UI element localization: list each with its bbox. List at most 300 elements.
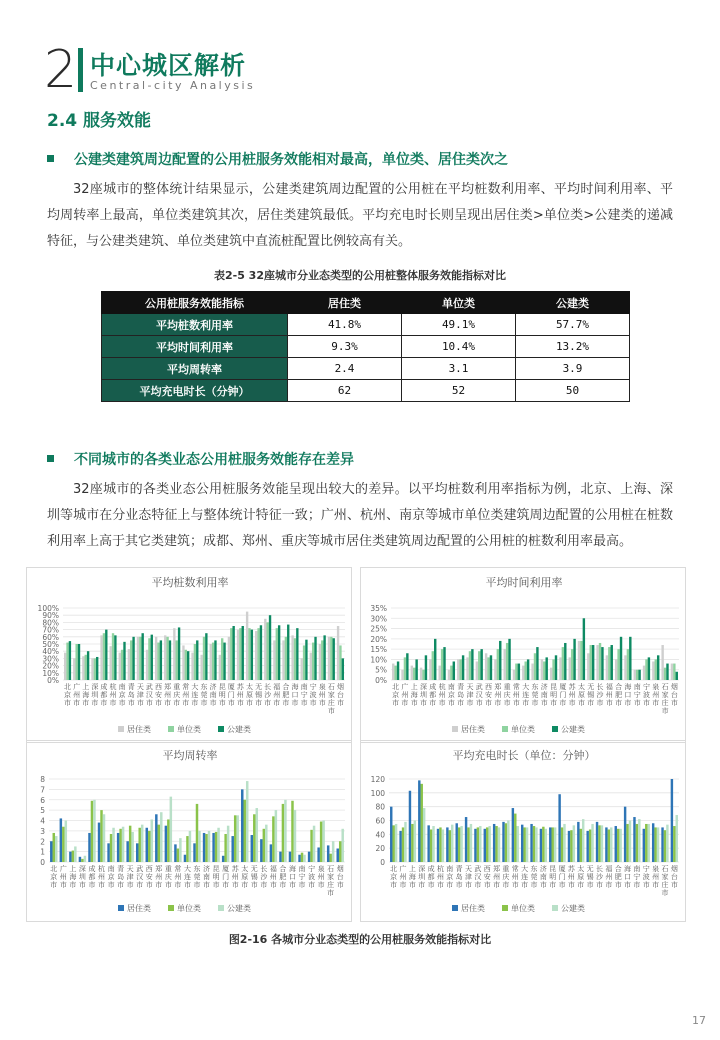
x-tick-char: 安 bbox=[483, 873, 491, 881]
bar bbox=[333, 638, 335, 680]
bar bbox=[203, 637, 205, 680]
x-tick-char: 莞 bbox=[530, 873, 538, 881]
x-tick-char: 武 bbox=[474, 865, 482, 873]
x-tick-char: 津 bbox=[466, 691, 474, 699]
bar bbox=[542, 827, 544, 862]
x-tick-label bbox=[466, 683, 473, 707]
x-tick-label bbox=[446, 864, 453, 889]
y-tick-label: 60% bbox=[42, 632, 59, 642]
bar bbox=[291, 635, 293, 680]
x-tick-char: 市 bbox=[50, 881, 58, 889]
bar bbox=[615, 826, 617, 862]
bar bbox=[166, 637, 168, 680]
x-tick-char: 市 bbox=[69, 881, 77, 889]
x-tick-char: 市 bbox=[401, 699, 409, 707]
bar bbox=[598, 825, 600, 862]
y-tick-label: 80% bbox=[42, 618, 59, 628]
table-cell: 49.1% bbox=[402, 314, 516, 336]
x-tick-char: 州 bbox=[652, 873, 660, 881]
x-tick-char: 常 bbox=[511, 865, 519, 873]
x-tick-label bbox=[232, 864, 240, 889]
x-tick-char: 广 bbox=[59, 865, 67, 873]
x-tick-char: 北 bbox=[64, 683, 72, 691]
x-tick-char: 天 bbox=[136, 683, 144, 691]
x-tick-char: 明 bbox=[550, 691, 558, 699]
x-tick-char: 安 bbox=[145, 873, 153, 881]
x-tick-label bbox=[522, 682, 529, 707]
x-tick-char: 市 bbox=[485, 699, 493, 707]
x-tick-char: 泉 bbox=[652, 683, 660, 691]
x-tick-char: 长 bbox=[595, 865, 603, 873]
y-tick-label: 120 bbox=[370, 775, 385, 784]
x-tick-char: 市 bbox=[59, 881, 67, 889]
bar bbox=[530, 824, 532, 862]
x-tick-char: 都 bbox=[427, 873, 435, 881]
x-tick-char: 市 bbox=[605, 881, 613, 889]
x-tick-char: 沙 bbox=[260, 873, 268, 881]
row-label: 平均周转率 bbox=[102, 358, 288, 380]
bar bbox=[148, 638, 150, 680]
x-tick-char: 成 bbox=[427, 865, 435, 873]
x-tick-char: 市 bbox=[336, 699, 344, 707]
bar bbox=[141, 825, 143, 862]
x-tick-char: 都 bbox=[100, 691, 108, 699]
x-tick-char: 庄 bbox=[661, 699, 669, 707]
x-tick-char: 重 bbox=[173, 683, 181, 691]
bar bbox=[498, 827, 500, 862]
bullet-heading-1 bbox=[47, 149, 508, 169]
chart-svg bbox=[27, 568, 353, 744]
bar bbox=[554, 827, 556, 862]
bar bbox=[411, 824, 413, 862]
bar bbox=[256, 808, 258, 862]
x-tick-char: 福 bbox=[605, 683, 613, 691]
x-tick-char: 宁 bbox=[300, 691, 308, 699]
x-tick-char: 南 bbox=[298, 865, 306, 873]
bar bbox=[497, 649, 499, 680]
table-row bbox=[102, 314, 630, 336]
x-tick-char: 市 bbox=[298, 881, 306, 889]
bar bbox=[308, 852, 310, 862]
table-header-cell: 单位类 bbox=[402, 292, 516, 314]
bar bbox=[74, 846, 76, 862]
x-tick-char: 郑 bbox=[494, 683, 502, 691]
x-tick-char: 天 bbox=[466, 683, 474, 691]
bar bbox=[599, 643, 601, 680]
bar bbox=[196, 804, 198, 862]
x-tick-char: 宁 bbox=[633, 691, 641, 699]
x-tick-char: 市 bbox=[633, 881, 641, 889]
x-tick-char: 津 bbox=[465, 873, 473, 881]
x-tick-char: 市 bbox=[222, 881, 230, 889]
x-tick-char: 市 bbox=[291, 699, 299, 707]
bar bbox=[158, 825, 160, 862]
bar bbox=[459, 659, 461, 680]
x-tick-char: 市 bbox=[559, 699, 567, 707]
bar bbox=[605, 827, 607, 862]
x-tick-char: 州 bbox=[494, 691, 502, 699]
x-tick-label bbox=[606, 683, 613, 707]
y-tick-label: 20% bbox=[370, 634, 387, 644]
bar bbox=[96, 657, 98, 680]
bar bbox=[619, 829, 621, 862]
x-tick-label bbox=[246, 682, 253, 707]
x-tick-char: 武 bbox=[136, 865, 144, 873]
bar bbox=[397, 661, 399, 680]
x-tick-label bbox=[624, 864, 631, 889]
bar bbox=[119, 653, 121, 680]
x-tick-char: 市 bbox=[457, 699, 465, 707]
section-title: 2.4 服务效能 bbox=[47, 111, 152, 131]
x-tick-char: 上 bbox=[410, 683, 418, 691]
x-tick-char: 州 bbox=[182, 691, 190, 699]
x-tick-char: 南 bbox=[118, 683, 126, 691]
x-tick-label bbox=[137, 683, 144, 707]
x-tick-char: 市 bbox=[118, 699, 126, 707]
x-tick-char: 安 bbox=[155, 691, 163, 699]
y-tick-label: 0% bbox=[47, 676, 59, 685]
x-tick-char: 门 bbox=[222, 873, 230, 881]
bar bbox=[178, 627, 180, 680]
bar bbox=[187, 651, 189, 680]
bar bbox=[294, 638, 296, 680]
bar bbox=[91, 658, 93, 680]
x-tick-char: 肥 bbox=[614, 873, 622, 881]
bar bbox=[114, 635, 116, 680]
x-tick-char: 昆 bbox=[549, 865, 557, 873]
bar bbox=[84, 856, 86, 862]
x-tick-char: 市 bbox=[126, 881, 134, 889]
bar bbox=[50, 841, 52, 862]
x-tick-label bbox=[299, 864, 306, 889]
bar bbox=[655, 659, 657, 680]
x-tick-char: 市 bbox=[308, 881, 316, 889]
x-tick-label bbox=[456, 864, 463, 889]
x-tick-char: 市 bbox=[98, 881, 106, 889]
x-tick-char: 口 bbox=[291, 691, 299, 699]
x-tick-char: 成 bbox=[429, 683, 437, 691]
chapter-number: 2 bbox=[44, 40, 78, 100]
x-tick-char: 市 bbox=[109, 699, 117, 707]
x-tick-char: 深 bbox=[418, 865, 426, 873]
x-tick-char: 青 bbox=[127, 683, 135, 691]
bar bbox=[404, 657, 406, 680]
x-tick-char: 州 bbox=[605, 873, 613, 881]
bar bbox=[100, 810, 102, 862]
bar bbox=[394, 666, 396, 680]
x-tick-char: 津 bbox=[136, 691, 144, 699]
bar bbox=[540, 829, 542, 862]
bar bbox=[282, 640, 284, 680]
bar bbox=[200, 655, 202, 680]
y-tick-label: 35% bbox=[370, 604, 387, 613]
bar bbox=[479, 826, 481, 862]
x-tick-char: 合 bbox=[614, 865, 622, 873]
x-tick-char: 南 bbox=[540, 691, 548, 699]
x-tick-label bbox=[439, 682, 446, 707]
x-tick-char: 郑 bbox=[493, 865, 501, 873]
bar bbox=[160, 640, 162, 680]
x-tick-char: 西 bbox=[145, 865, 153, 873]
x-tick-char: 连 bbox=[191, 691, 199, 699]
bar bbox=[664, 830, 666, 862]
row-label: 平均桩数利用率 bbox=[102, 314, 288, 336]
x-tick-char: 海 bbox=[410, 691, 418, 699]
bar bbox=[606, 655, 608, 680]
x-tick-char: 长 bbox=[260, 865, 268, 873]
x-tick-char: 宁 bbox=[298, 873, 306, 881]
bar bbox=[448, 670, 450, 680]
figure-caption: 图2-16 各城市分业态类型的公用桩服务效能指标对比 bbox=[228, 933, 492, 946]
x-tick-char: 昆 bbox=[218, 683, 226, 691]
table-caption: 表2-5 32座城市分业态类型的公用桩整体服务效能指标对比 bbox=[213, 269, 506, 282]
x-tick-label bbox=[429, 682, 436, 707]
bar bbox=[294, 810, 296, 862]
x-tick-char: 京 bbox=[447, 691, 455, 699]
bar bbox=[561, 827, 563, 862]
x-tick-char: 成 bbox=[88, 865, 96, 873]
bar bbox=[191, 653, 193, 680]
x-tick-char: 武 bbox=[145, 683, 153, 691]
x-tick-char: 州 bbox=[399, 873, 407, 881]
bullet-text-2: 不同城市的各类业态公用桩服务效能存在差异 bbox=[74, 452, 354, 468]
bar bbox=[215, 832, 217, 862]
bar bbox=[533, 826, 535, 862]
bar bbox=[429, 659, 431, 680]
x-tick-char: 岛 bbox=[127, 691, 135, 699]
bar bbox=[94, 658, 96, 680]
x-tick-char: 岛 bbox=[117, 873, 125, 881]
x-tick-char: 州 bbox=[231, 873, 239, 881]
x-tick-char: 莞 bbox=[193, 873, 201, 881]
x-tick-label bbox=[310, 682, 317, 707]
y-tick-label: 50% bbox=[42, 640, 59, 649]
bar bbox=[296, 628, 298, 680]
bar bbox=[514, 814, 516, 862]
bar bbox=[673, 664, 675, 680]
bar bbox=[236, 815, 238, 862]
x-tick-char: 莞 bbox=[531, 691, 539, 699]
bar bbox=[634, 670, 636, 680]
x-tick-char: 庆 bbox=[502, 873, 510, 881]
x-tick-char: 宁 bbox=[642, 683, 650, 691]
x-tick-char: 州 bbox=[512, 691, 520, 699]
x-tick-label bbox=[318, 864, 325, 889]
x-tick-char: 口 bbox=[288, 873, 296, 881]
bar bbox=[577, 822, 579, 862]
bar bbox=[512, 808, 514, 862]
bar bbox=[75, 644, 77, 680]
x-tick-char: 明 bbox=[212, 873, 220, 881]
table-row bbox=[102, 380, 630, 402]
x-tick-char: 安 bbox=[485, 691, 493, 699]
x-tick-char: 常 bbox=[174, 865, 182, 873]
x-tick-label bbox=[164, 682, 171, 707]
x-tick-char: 市 bbox=[136, 699, 144, 707]
x-tick-char: 波 bbox=[642, 873, 650, 881]
x-tick-char: 州 bbox=[438, 691, 446, 699]
paragraph-2: 32座城市的各类业态公用桩服务效能呈现出较大的差异。以平均桩数利用率指标为例，北京、上海、深圳等城市在分业态特征上与整体统计特征一致；广州、杭州、南京等城市单位类建筑周边配置的公用桩在桩数利用率上高于其它类建筑；成都、郑州、重庆等城市居住类建筑周边配置的公用桩的桩数利用率最高。 bbox=[47, 482, 673, 549]
x-tick-char: 上 bbox=[408, 865, 416, 873]
x-tick-char: 原 bbox=[245, 691, 253, 699]
x-tick-char: 市 bbox=[273, 699, 281, 707]
x-tick-char: 太 bbox=[241, 865, 249, 873]
table-header-cell: 公用桩服务效能指标 bbox=[102, 292, 288, 314]
bar bbox=[664, 668, 666, 680]
y-tick-label: 20% bbox=[42, 661, 59, 671]
chart-time-utilization bbox=[360, 567, 686, 743]
x-tick-label bbox=[301, 682, 308, 707]
bar bbox=[517, 826, 519, 862]
x-tick-char: 市 bbox=[203, 881, 211, 889]
x-tick-char: 南 bbox=[107, 865, 115, 873]
bar bbox=[399, 831, 401, 862]
x-tick-char: 大 bbox=[521, 865, 529, 873]
bar bbox=[123, 642, 125, 680]
bar bbox=[485, 653, 487, 680]
x-tick-char: 市 bbox=[260, 881, 268, 889]
bar bbox=[129, 826, 131, 862]
bar bbox=[323, 635, 325, 680]
legend-swatch bbox=[118, 905, 124, 911]
x-tick-char: 波 bbox=[308, 873, 316, 881]
x-tick-char: 市 bbox=[300, 699, 308, 707]
x-tick-char: 市 bbox=[586, 881, 594, 889]
x-tick-char: 市 bbox=[670, 881, 678, 889]
x-tick-char: 市 bbox=[474, 881, 482, 889]
bar bbox=[330, 637, 332, 680]
bar bbox=[490, 655, 492, 680]
x-tick-char: 市 bbox=[209, 699, 217, 707]
bar bbox=[608, 829, 610, 862]
bar bbox=[224, 834, 226, 862]
bar bbox=[130, 640, 132, 680]
x-tick-label bbox=[82, 682, 89, 707]
bar bbox=[176, 640, 178, 680]
x-tick-label bbox=[237, 682, 245, 707]
bar bbox=[413, 668, 415, 680]
bar bbox=[303, 855, 305, 862]
table-cell: 3.1 bbox=[402, 358, 516, 380]
bar bbox=[423, 808, 425, 862]
bar bbox=[624, 807, 626, 862]
x-tick-char: 市 bbox=[539, 881, 547, 889]
x-tick-char: 常 bbox=[512, 683, 520, 691]
legend-swatch bbox=[168, 726, 174, 732]
bar bbox=[504, 649, 506, 680]
bar bbox=[136, 843, 138, 862]
x-tick-char: 厦 bbox=[558, 865, 566, 873]
x-tick-label bbox=[420, 683, 427, 707]
bar bbox=[395, 824, 397, 862]
legend-swatch bbox=[552, 905, 558, 911]
x-tick-char: 市 bbox=[408, 881, 416, 889]
x-tick-char: 上 bbox=[69, 865, 77, 873]
legend-label: 居住类 bbox=[127, 904, 151, 913]
x-tick-label bbox=[127, 865, 134, 889]
bar bbox=[313, 826, 315, 862]
bar bbox=[285, 637, 287, 680]
bar bbox=[276, 628, 278, 680]
chart-title: 平均充电时长（单位：分钟） bbox=[452, 749, 596, 762]
x-tick-label bbox=[308, 864, 315, 889]
x-tick-char: 肥 bbox=[615, 691, 623, 699]
x-tick-char: 常 bbox=[182, 683, 190, 691]
x-tick-char: 市 bbox=[596, 699, 604, 707]
x-tick-char: 市 bbox=[390, 881, 398, 889]
x-tick-char: 市 bbox=[309, 699, 317, 707]
bar bbox=[173, 628, 175, 680]
bar bbox=[401, 670, 403, 680]
x-tick-label bbox=[73, 682, 80, 707]
x-tick-char: 昆 bbox=[212, 865, 220, 873]
x-tick-label bbox=[100, 682, 107, 707]
x-tick-char: 天 bbox=[465, 865, 473, 873]
x-tick-label bbox=[634, 682, 641, 707]
bar bbox=[608, 647, 610, 680]
x-tick-char: 郑 bbox=[164, 683, 172, 691]
x-tick-char: 青 bbox=[117, 865, 125, 873]
bar bbox=[596, 645, 598, 680]
x-tick-char: 连 bbox=[183, 873, 191, 881]
bar bbox=[392, 825, 394, 862]
x-tick-char: 烟 bbox=[336, 865, 344, 873]
bar bbox=[298, 855, 300, 862]
x-tick-char: 东 bbox=[193, 865, 201, 873]
x-tick-label bbox=[549, 864, 556, 889]
bar bbox=[460, 826, 462, 862]
bar bbox=[661, 645, 663, 680]
x-tick-char: 市 bbox=[318, 699, 326, 707]
bar bbox=[112, 633, 114, 680]
x-tick-char: 青 bbox=[455, 865, 463, 873]
y-tick-label: 10% bbox=[370, 655, 387, 665]
x-tick-label bbox=[108, 864, 115, 889]
bar bbox=[110, 834, 112, 862]
x-tick-label bbox=[643, 682, 650, 707]
bar bbox=[88, 833, 90, 862]
bar bbox=[626, 824, 628, 862]
x-tick-char: 家 bbox=[327, 691, 335, 699]
bar bbox=[569, 657, 571, 680]
x-tick-char: 杭 bbox=[436, 865, 444, 873]
bar bbox=[643, 666, 645, 680]
bar bbox=[629, 821, 631, 863]
bar bbox=[327, 845, 329, 862]
bar bbox=[275, 810, 277, 862]
bar bbox=[648, 657, 650, 680]
bullet-square-icon bbox=[47, 155, 54, 162]
x-tick-char: 海 bbox=[624, 683, 632, 691]
bar bbox=[317, 847, 319, 862]
x-tick-char: 家 bbox=[661, 691, 669, 699]
x-tick-label bbox=[282, 682, 289, 707]
x-tick-char: 市 bbox=[136, 881, 144, 889]
x-tick-label bbox=[337, 682, 344, 707]
bar bbox=[518, 664, 520, 680]
x-tick-char: 南 bbox=[446, 865, 454, 873]
x-tick-char: 长 bbox=[596, 683, 604, 691]
bar bbox=[418, 780, 420, 862]
x-tick-char: 市 bbox=[392, 699, 400, 707]
bar bbox=[471, 649, 473, 680]
x-tick-char: 市 bbox=[227, 699, 235, 707]
chart-charging-duration bbox=[360, 740, 686, 922]
bar bbox=[174, 844, 176, 862]
x-tick-char: 京 bbox=[446, 873, 454, 881]
page-number: 17 bbox=[692, 1014, 706, 1027]
bar bbox=[239, 628, 241, 680]
